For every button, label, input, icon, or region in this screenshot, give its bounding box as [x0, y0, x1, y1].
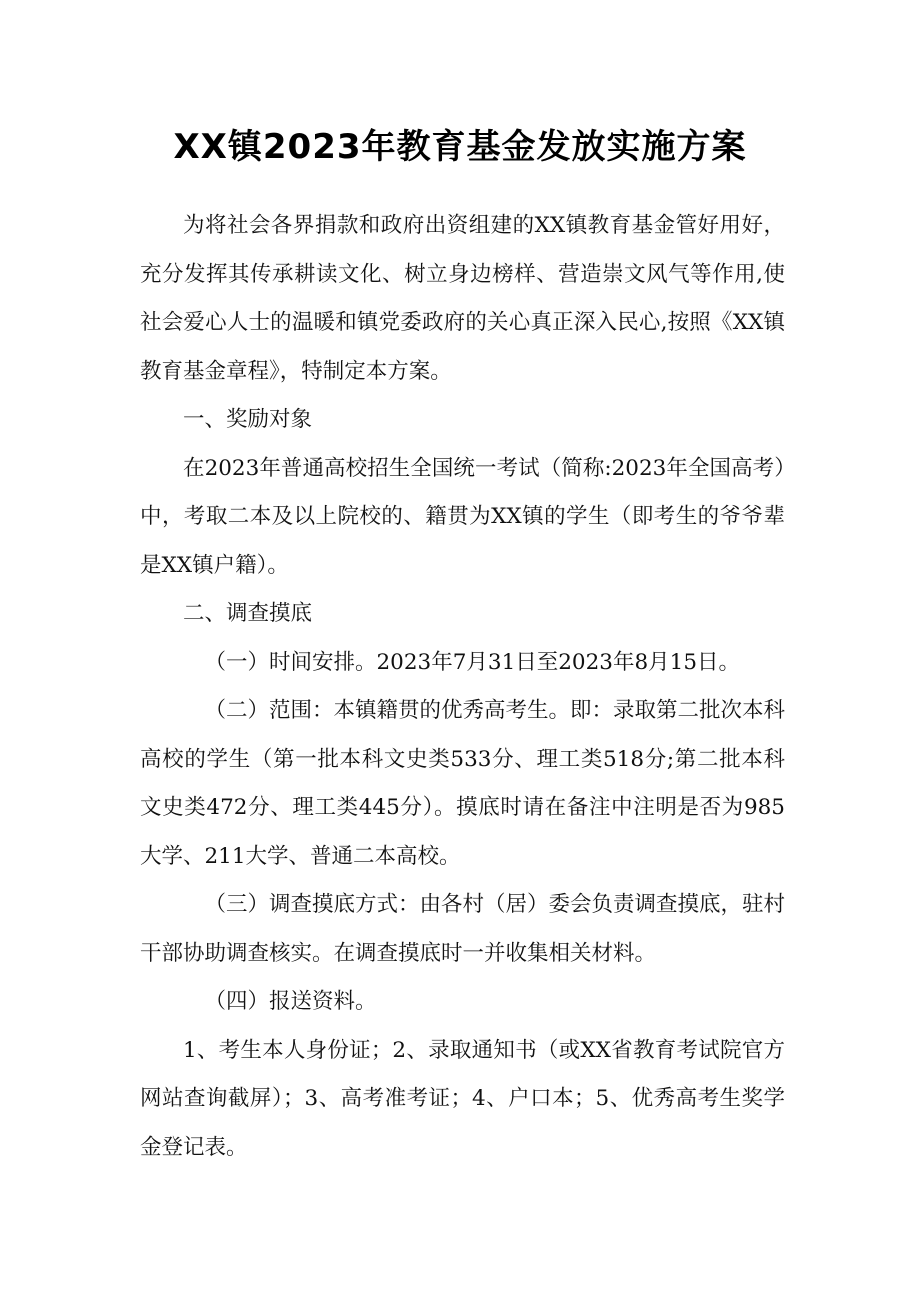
reward-target-paragraph: 在2023年普通高校招生全国统一考试（简称:2023年全国高考）中，考取二本及以上院校的、籍贯为XX镇的学生（即考生的爷爷辈是XX镇户籍）。 [140, 455, 785, 578]
document-title: XX镇2023年教育基金发放实施方案 [173, 127, 747, 167]
document-body [140, 202, 785, 1172]
survey-method-paragraph: （三）调查摸底方式：由各村（居）委会负责调查摸底，驻村干部协助调查核实。在调查摸底时一并收集相关材料。 [140, 892, 786, 966]
survey-materials-list: 1、考生本人身份证；2、录取通知书（或XX省教育考试院官方网站查询截屏）；3、高考准考证；4、户口本；5、优秀高考生奖学金登记表。 [140, 1037, 785, 1160]
survey-scope-paragraph: （二）范围：本镇籍贯的优秀高考生。即：录取第二批次本科高校的学生（第一批本科文史类533分、理工类518分;第二批本科文史类472分、理工类445分）。摸底时请在备注中注明是否为985大学、211大学、普通二本高校。 [140, 698, 786, 869]
section-heading-reward-target: 一、奖励对象 [183, 407, 313, 432]
survey-materials-heading: （四）报送资料。 [204, 989, 377, 1014]
section-heading-survey: 二、调查摸底 [183, 601, 313, 626]
intro-paragraph: 为将社会各界捐款和政府出资组建的XX镇教育基金管好用好，充分发挥其传承耕读文化、树立身边榜样、营造崇文风气等作用,使社会爱心人士的温暖和镇党委政府的关心真正深入民心,按照《XX镇教育基金章程》，特制定本方案。 [140, 213, 785, 384]
survey-schedule-paragraph: （一）时间安排。2023年7月31日至2023年8月15日。 [204, 649, 741, 675]
